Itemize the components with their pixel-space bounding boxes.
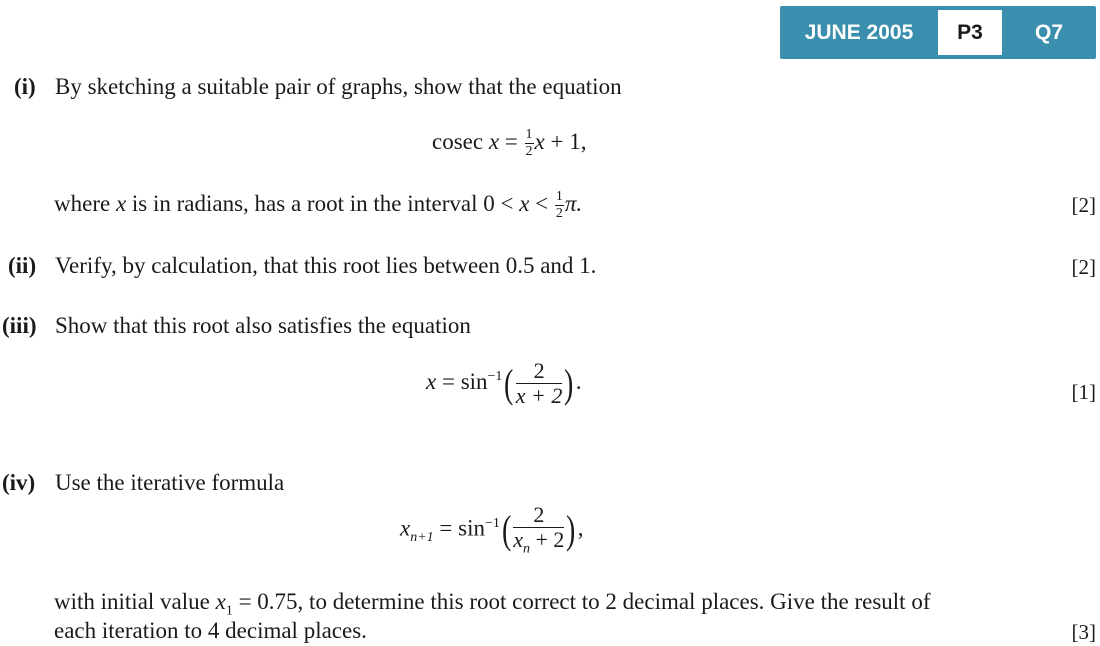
- variable-x: x: [519, 191, 530, 216]
- subscript-n-plus-1: n+1: [410, 530, 434, 546]
- fraction-numerator: 1: [525, 127, 533, 143]
- part-i-equation: [432, 128, 586, 159]
- arcsin-function: = sin: [439, 515, 485, 541]
- part-iii-marks: [1]: [1071, 380, 1096, 404]
- text-segment: is in radians, has a root in the interval 0 <: [131, 191, 514, 216]
- equation-tail: + 1,: [550, 129, 587, 154]
- half-fraction: [555, 190, 564, 221]
- part-i-interval-line: [54, 190, 582, 221]
- variable-x: x: [513, 527, 523, 552]
- period: .: [575, 368, 582, 394]
- part-iv-prompt: [2, 469, 284, 497]
- part-ii-marks: [2]: [1071, 255, 1096, 279]
- pi-symbol: π.: [564, 191, 583, 216]
- fraction-denominator: [513, 528, 564, 556]
- fraction: [516, 360, 563, 407]
- fraction-denominator: 2: [555, 206, 563, 222]
- half-fraction: [525, 128, 534, 159]
- plus-two: + 2: [535, 527, 565, 552]
- part-ii-prompt: [8, 252, 596, 280]
- left-parenthesis: (: [501, 507, 512, 553]
- part-iv-text: Use the iterative formula: [55, 470, 285, 495]
- part-i-label: (i): [14, 74, 36, 99]
- right-parenthesis: ): [566, 507, 576, 553]
- part-i-marks: [2]: [1071, 193, 1096, 217]
- fraction-denominator: x + 2: [515, 383, 563, 408]
- right-parenthesis: ): [564, 360, 574, 406]
- part-iii-equation: [426, 360, 581, 407]
- less-than-sign: <: [535, 191, 549, 216]
- question-number: Q7: [1034, 21, 1063, 44]
- text-segment: = 0.75, to determine this root correct to 2 decimal places. Give the result of: [238, 589, 931, 614]
- part-i-prompt: [14, 73, 622, 101]
- part-iii-prompt: [2, 312, 471, 340]
- fraction-numerator: 2: [513, 504, 564, 528]
- variable-x: x: [488, 129, 500, 154]
- fraction-numerator: 2: [516, 360, 563, 384]
- cosec-function: cosec: [432, 129, 484, 154]
- inverse-superscript: −1: [487, 369, 503, 385]
- part-ii-text: Verify, by calculation, that this root lies between 0.5 and 1.: [55, 253, 597, 278]
- part-iii-label: (iii): [2, 313, 37, 338]
- fraction: [513, 504, 564, 556]
- variable-x: x: [400, 515, 411, 541]
- part-iv-iterative-formula: [400, 504, 583, 556]
- fraction-numerator: 1: [555, 189, 563, 205]
- part-iv-marks: [3]: [1071, 620, 1096, 644]
- text-segment: with initial value: [54, 589, 210, 614]
- part-ii-label: (ii): [8, 253, 37, 278]
- exam-date: JUNE 2005: [804, 21, 914, 44]
- part-i-text: By sketching a suitable pair of graphs, show that the equation: [55, 74, 622, 99]
- arcsin-function: = sin: [441, 368, 488, 394]
- subscript-n: n: [522, 541, 530, 557]
- comma: ,: [577, 515, 584, 541]
- subscript-1: 1: [225, 603, 233, 619]
- question-reference-badge: [780, 6, 1096, 59]
- text-segment: where: [54, 191, 111, 216]
- left-parenthesis: (: [504, 360, 514, 406]
- equals-sign: =: [504, 129, 518, 154]
- variable-x: x: [215, 589, 226, 614]
- inverse-superscript: −1: [484, 515, 500, 531]
- variable-x: x: [115, 191, 127, 216]
- part-iv-label: (iv): [2, 470, 36, 495]
- variable-x: x: [534, 129, 545, 154]
- variable-x: x: [426, 368, 437, 394]
- part-iv-precision-line: each iteration to 4 decimal places.: [54, 618, 367, 643]
- paper-number: P3: [938, 10, 1002, 55]
- part-iii-text: Show that this root also satisfies the equation: [55, 313, 471, 338]
- fraction-denominator: 2: [525, 144, 533, 160]
